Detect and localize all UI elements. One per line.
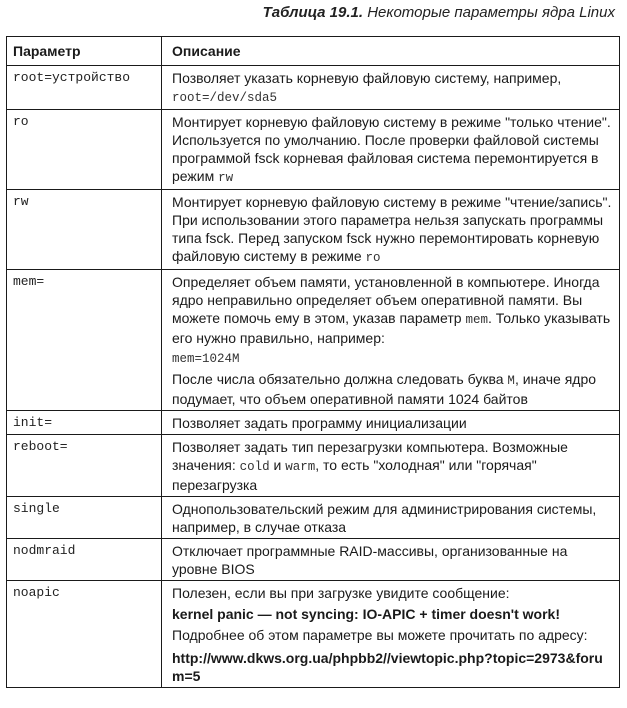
- code-inline: ro: [365, 251, 381, 265]
- header-desc: Описание: [162, 37, 620, 66]
- param-cell: mem=: [7, 270, 162, 411]
- desc-cell: [162, 66, 620, 110]
- table-caption: [263, 4, 615, 21]
- param-cell: noapic: [7, 581, 162, 688]
- table-row: [7, 270, 620, 411]
- table-row: [7, 581, 620, 688]
- desc-text: и: [273, 457, 282, 473]
- code-inline: warm: [285, 460, 316, 474]
- desc-cell: [162, 270, 620, 411]
- desc-cell: Отключает программные RAID-массивы, организованные на уровне BIOS: [162, 539, 620, 581]
- code-inline: rw: [218, 171, 234, 185]
- desc-text: Определяет объем памяти, установленной в компьютере. Иногда ядро неправильно определяет объем оперативной памяти. Вы можете помочь ему в этом, указав параметр: [172, 274, 600, 326]
- param-cell: init=: [7, 411, 162, 435]
- desc-text: , иначе ядро подумает, что объем оперативной памяти 1024 байтов: [172, 371, 597, 407]
- desc-text: Позволяет указать корневую файловую систему, например,: [172, 70, 562, 86]
- param-cell: single: [7, 497, 162, 539]
- code-example: mem=1024M: [172, 352, 240, 366]
- desc-text: , то есть "холодная" или "горячая" перезагрузка: [172, 457, 537, 493]
- desc-text: Полезен, если вы при загрузке увидите сообщение:: [172, 585, 510, 601]
- reference-url: http://www.dkws.org.ua/phpbb2//viewtopic.php?topic=2973&forum=5: [172, 650, 603, 684]
- table-row: [7, 110, 620, 190]
- header-param: Параметр: [7, 37, 162, 66]
- param-cell: rw: [7, 190, 162, 270]
- desc-text: Подробнее об этом параметре вы можете прочитать по адресу:: [172, 627, 588, 643]
- code-inline: root=/dev/sda5: [172, 91, 278, 105]
- desc-text: Монтирует корневую файловую систему в режиме "только чтение". Используется по умолчанию. После проверки файловой системы программой fsck корневая файловая система перемонтируется в режим: [172, 114, 611, 184]
- desc-cell: Позволяет задать программу инициализации: [162, 411, 620, 435]
- table-row: [7, 497, 620, 539]
- table-row: [7, 66, 620, 110]
- code-inline: M: [507, 374, 515, 388]
- param-cell: root=устройство: [7, 66, 162, 110]
- desc-cell: [162, 110, 620, 190]
- param-cell: nodmraid: [7, 539, 162, 581]
- desc-text: . Только указывать его нужно правильно, например:: [172, 310, 611, 346]
- table-row: [7, 190, 620, 270]
- param-cell: ro: [7, 110, 162, 190]
- desc-paragraph: [172, 273, 613, 347]
- desc-cell: [162, 581, 620, 688]
- desc-cell: [162, 190, 620, 270]
- code-inline: cold: [239, 460, 270, 474]
- header-row: [7, 37, 620, 66]
- desc-paragraph: [172, 370, 613, 408]
- table-caption-text: Некоторые параметры ядра Linux: [367, 4, 615, 21]
- desc-text: Позволяет задать тип перезагрузки компьютера. Возможные значения:: [172, 439, 568, 473]
- table-row: [7, 539, 620, 581]
- desc-cell: Однопользовательский режим для администрирования системы, например, в случае отказа: [162, 497, 620, 539]
- table-row: [7, 411, 620, 435]
- desc-text: После числа обязательно должна следовать буква: [172, 371, 504, 387]
- desc-text: Монтирует корневую файловую систему в режиме "чтение/запись". При использовании этого параметра нельзя запускать программы типа fsck. Перед запуском fsck нужно перемонтировать корневую файловую систему в режиме: [172, 194, 612, 264]
- kernel-panic-message: kernel panic — not syncing: IO-APIC + timer doesn't work!: [172, 606, 561, 622]
- code-inline: mem: [465, 313, 488, 327]
- table-row: [7, 435, 620, 497]
- desc-cell: [162, 435, 620, 497]
- param-cell: reboot=: [7, 435, 162, 497]
- kernel-params-table: [6, 36, 620, 688]
- table-caption-number: Таблица 19.1.: [262, 4, 364, 21]
